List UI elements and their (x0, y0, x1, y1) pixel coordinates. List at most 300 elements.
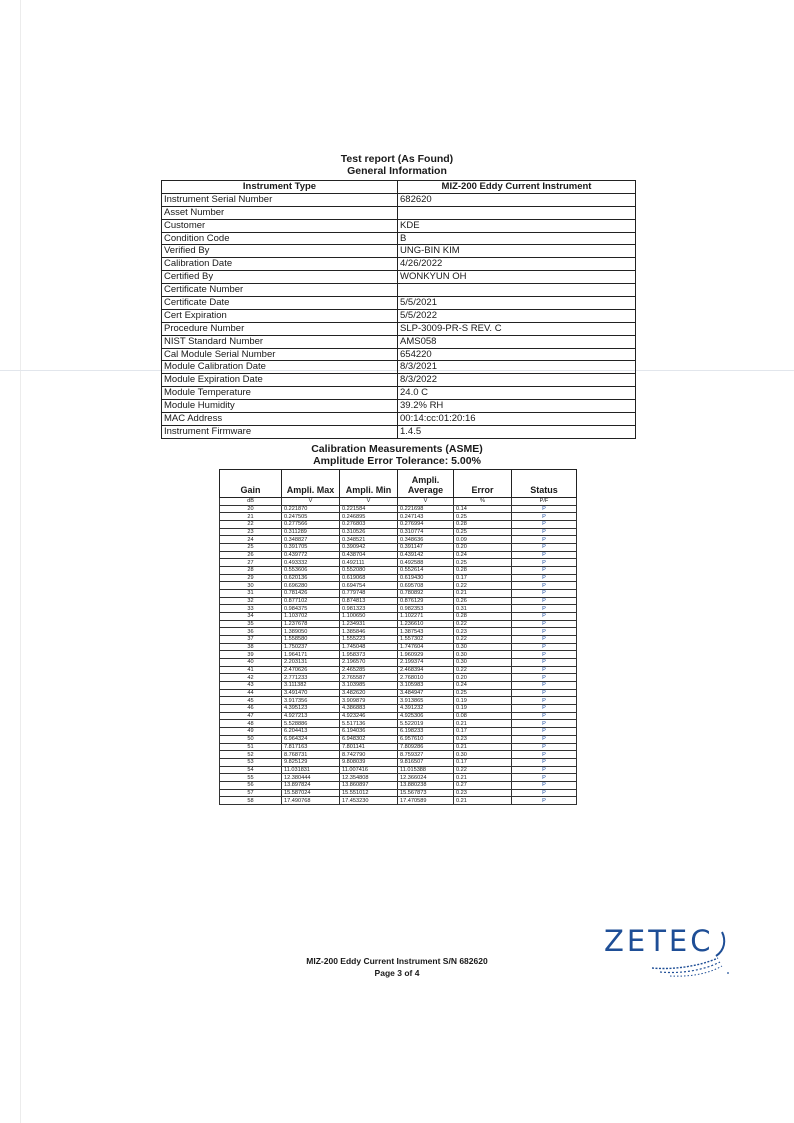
measurement-row (220, 613, 577, 621)
ampli-average-cell: 0.876129 (398, 597, 454, 605)
general-info-row (162, 413, 636, 426)
gain-cell: 43 (220, 682, 282, 690)
ampli-max-cell: 11.031831 (282, 766, 340, 774)
ampli-min-cell: 2.465285 (340, 666, 398, 674)
status-cell: P (512, 728, 577, 736)
general-info-row (162, 258, 636, 271)
gain-cell: 57 (220, 789, 282, 797)
general-info-value: 682620 (398, 193, 636, 206)
error-cell: 0.31 (454, 605, 512, 613)
ampli-average-cell: 0.982353 (398, 605, 454, 613)
general-info-header-value: MIZ-200 Eddy Current Instrument (398, 181, 636, 194)
general-info-label: Instrument Firmware (162, 425, 398, 438)
gain-cell: 33 (220, 605, 282, 613)
general-info-value: AMS058 (398, 335, 636, 348)
general-info-row (162, 361, 636, 374)
general-info-value: 5/5/2022 (398, 309, 636, 322)
ampli-min-cell: 6.948302 (340, 735, 398, 743)
general-info-row (162, 309, 636, 322)
error-cell: 0.17 (454, 574, 512, 582)
ampli-average-cell: 6.957610 (398, 735, 454, 743)
measurement-row (220, 774, 577, 782)
ampli-min-cell: 4.923246 (340, 712, 398, 720)
general-info-label: Module Expiration Date (162, 374, 398, 387)
error-cell: 0.22 (454, 766, 512, 774)
ampli-min-cell: 1.958373 (340, 651, 398, 659)
general-info-row (162, 271, 636, 284)
ampli-min-cell: 2.196570 (340, 659, 398, 667)
ampli-max-cell: 0.311289 (282, 528, 340, 536)
ampli-min-cell: 3.482620 (340, 689, 398, 697)
ampli-average-cell: 4.391232 (398, 705, 454, 713)
footer-page-number: Page 3 of 4 (374, 968, 420, 978)
measurement-row (220, 605, 577, 613)
error-cell: 0.23 (454, 735, 512, 743)
measurement-row (220, 735, 577, 743)
status-cell: P (512, 666, 577, 674)
status-cell: P (512, 643, 577, 651)
ampli-min-cell: 0.619068 (340, 574, 398, 582)
ampli-average-cell: 4.925306 (398, 712, 454, 720)
general-info-label: Procedure Number (162, 322, 398, 335)
general-info-value: 654220 (398, 348, 636, 361)
ampli-min-cell: 1.100650 (340, 613, 398, 621)
general-info-label: Cert Expiration (162, 309, 398, 322)
measurement-row (220, 651, 577, 659)
ampli-max-cell: 0.620136 (282, 574, 340, 582)
ampli-min-cell: 0.874813 (340, 597, 398, 605)
error-cell: 0.25 (454, 689, 512, 697)
ampli-min-cell: 4.386883 (340, 705, 398, 713)
ampli-min-cell: 0.221584 (340, 505, 398, 513)
ampli-min-cell: 0.310526 (340, 528, 398, 536)
ampli-max-cell: 2.771233 (282, 674, 340, 682)
gain-cell: 32 (220, 597, 282, 605)
ampli-max-cell: 6.964324 (282, 735, 340, 743)
error-cell: 0.28 (454, 521, 512, 529)
measurement-row (220, 758, 577, 766)
col-header-gain: Gain (220, 470, 282, 498)
error-cell: 0.30 (454, 651, 512, 659)
gain-cell: 23 (220, 528, 282, 536)
footer-instrument: MIZ-200 Eddy Current Instrument S/N 682620 (306, 956, 488, 966)
status-cell: P (512, 513, 577, 521)
gain-cell: 53 (220, 758, 282, 766)
status-cell: P (512, 735, 577, 743)
status-cell: P (512, 628, 577, 636)
general-info-value: B (398, 232, 636, 245)
gain-cell: 21 (220, 513, 282, 521)
measurement-row (220, 728, 577, 736)
ampli-average-cell: 1.236610 (398, 620, 454, 628)
general-info-value: 8/3/2022 (398, 374, 636, 387)
measurement-row (220, 689, 577, 697)
general-info-label: Instrument Serial Number (162, 193, 398, 206)
ampli-max-cell: 0.247505 (282, 513, 340, 521)
ampli-max-cell: 2.470626 (282, 666, 340, 674)
error-cell: 0.30 (454, 751, 512, 759)
gain-cell: 40 (220, 659, 282, 667)
ampli-max-cell: 17.490768 (282, 797, 340, 805)
ampli-min-cell: 0.438704 (340, 551, 398, 559)
status-cell: P (512, 613, 577, 621)
gain-cell: 47 (220, 712, 282, 720)
general-info-row (162, 245, 636, 258)
gain-cell: 49 (220, 728, 282, 736)
error-cell: 0.21 (454, 797, 512, 805)
unit-error: % (454, 498, 512, 506)
status-cell: P (512, 590, 577, 598)
status-cell: P (512, 743, 577, 751)
ampli-average-cell: 0.552614 (398, 567, 454, 575)
general-info-row (162, 387, 636, 400)
gain-cell: 28 (220, 567, 282, 575)
gain-cell: 20 (220, 505, 282, 513)
ampli-max-cell: 0.391705 (282, 544, 340, 552)
error-cell: 0.09 (454, 536, 512, 544)
error-cell: 0.17 (454, 728, 512, 736)
ampli-min-cell: 0.779748 (340, 590, 398, 598)
ampli-average-cell: 6.198233 (398, 728, 454, 736)
ampli-max-cell: 8.768731 (282, 751, 340, 759)
ampli-min-cell: 0.492111 (340, 559, 398, 567)
measurement-row (220, 697, 577, 705)
ampli-min-cell: 1.385846 (340, 628, 398, 636)
measurement-row (220, 720, 577, 728)
ampli-max-cell: 0.221870 (282, 505, 340, 513)
ampli-average-cell: 1.387543 (398, 628, 454, 636)
measurement-row (220, 766, 577, 774)
ampli-average-cell: 1.557302 (398, 636, 454, 644)
ampli-max-cell: 0.553606 (282, 567, 340, 575)
ampli-min-cell: 6.194036 (340, 728, 398, 736)
ampli-max-cell: 5.528886 (282, 720, 340, 728)
general-info-value: 4/26/2022 (398, 258, 636, 271)
ampli-average-cell: 3.913865 (398, 697, 454, 705)
ampli-max-cell: 0.984375 (282, 605, 340, 613)
status-cell: P (512, 659, 577, 667)
general-info-value: 39.2% RH (398, 400, 636, 413)
ampli-max-cell: 9.825129 (282, 758, 340, 766)
general-info-value: SLP-3009-PR-S REV. C (398, 322, 636, 335)
general-info-value: UNG-BIN KIM (398, 245, 636, 258)
general-info-row (162, 297, 636, 310)
gain-cell: 41 (220, 666, 282, 674)
unit-status: P/F (512, 498, 577, 506)
general-info-row (162, 284, 636, 297)
ampli-max-cell: 1.558580 (282, 636, 340, 644)
ampli-max-cell: 0.696280 (282, 582, 340, 590)
ampli-average-cell: 2.199374 (398, 659, 454, 667)
ampli-min-cell: 9.808039 (340, 758, 398, 766)
general-info-table (161, 180, 636, 439)
gain-cell: 31 (220, 590, 282, 598)
ampli-max-cell: 7.817163 (282, 743, 340, 751)
ampli-max-cell: 1.103702 (282, 613, 340, 621)
measurement-row (220, 712, 577, 720)
ampli-min-cell: 1.745048 (340, 643, 398, 651)
general-info-label: Verified By (162, 245, 398, 258)
gain-cell: 39 (220, 651, 282, 659)
ampli-average-cell: 0.492588 (398, 559, 454, 567)
gain-cell: 24 (220, 536, 282, 544)
ampli-average-cell: 9.816507 (398, 758, 454, 766)
general-info-label: Certificate Number (162, 284, 398, 297)
general-info-value: WONKYUN OH (398, 271, 636, 284)
ampli-max-cell: 12.380444 (282, 774, 340, 782)
measurement-row (220, 620, 577, 628)
error-cell: 0.20 (454, 674, 512, 682)
gain-cell: 45 (220, 697, 282, 705)
error-cell: 0.22 (454, 636, 512, 644)
measurement-row (220, 682, 577, 690)
general-info-label: Condition Code (162, 232, 398, 245)
ampli-max-cell: 3.111382 (282, 682, 340, 690)
general-info-value: 8/3/2021 (398, 361, 636, 374)
general-info-row (162, 206, 636, 219)
ampli-max-cell: 0.493332 (282, 559, 340, 567)
status-cell: P (512, 574, 577, 582)
ampli-min-cell: 0.694754 (340, 582, 398, 590)
ampli-max-cell: 0.439772 (282, 551, 340, 559)
ampli-max-cell: 0.781426 (282, 590, 340, 598)
error-cell: 0.26 (454, 597, 512, 605)
status-cell: P (512, 605, 577, 613)
error-cell: 0.21 (454, 774, 512, 782)
zetec-logo (604, 924, 734, 984)
ampli-min-cell: 17.453230 (340, 797, 398, 805)
general-info-value: KDE (398, 219, 636, 232)
error-cell: 0.14 (454, 505, 512, 513)
ampli-average-cell: 1.747604 (398, 643, 454, 651)
ampli-min-cell: 0.246895 (340, 513, 398, 521)
ampli-max-cell: 1.750237 (282, 643, 340, 651)
error-cell: 0.28 (454, 613, 512, 621)
report-title: Test report (As Found) (340, 153, 454, 165)
gain-cell: 48 (220, 720, 282, 728)
ampli-average-cell: 0.439142 (398, 551, 454, 559)
ampli-average-cell: 0.391147 (398, 544, 454, 552)
measurement-row (220, 659, 577, 667)
general-info-value (398, 206, 636, 219)
error-cell: 0.25 (454, 513, 512, 521)
ampli-max-cell: 4.927213 (282, 712, 340, 720)
gain-cell: 27 (220, 559, 282, 567)
units-row (220, 498, 577, 506)
ampli-min-cell: 3.103985 (340, 682, 398, 690)
gain-cell: 35 (220, 620, 282, 628)
measurement-row (220, 628, 577, 636)
general-info-header-label: Instrument Type (162, 181, 398, 194)
general-info-row (162, 193, 636, 206)
status-cell: P (512, 751, 577, 759)
ampli-max-cell: 13.897824 (282, 781, 340, 789)
ampli-min-cell: 1.234931 (340, 620, 398, 628)
gain-cell: 55 (220, 774, 282, 782)
error-cell: 0.24 (454, 551, 512, 559)
ampli-average-cell: 3.484947 (398, 689, 454, 697)
general-info-label: Customer (162, 219, 398, 232)
gain-cell: 29 (220, 574, 282, 582)
measurement-row (220, 551, 577, 559)
error-cell: 0.23 (454, 628, 512, 636)
measurement-row (220, 789, 577, 797)
ampli-max-cell: 15.587024 (282, 789, 340, 797)
status-cell: P (512, 697, 577, 705)
ampli-max-cell: 2.203131 (282, 659, 340, 667)
report-subtitle: General Information (347, 165, 447, 177)
status-cell: P (512, 781, 577, 789)
unit-ampli-average: V (398, 498, 454, 506)
ampli-min-cell: 1.555223 (340, 636, 398, 644)
col-header-error: Error (454, 470, 512, 498)
measurement-row (220, 674, 577, 682)
error-cell: 0.17 (454, 758, 512, 766)
status-cell: P (512, 528, 577, 536)
ampli-min-cell: 3.909879 (340, 697, 398, 705)
status-cell: P (512, 682, 577, 690)
ampli-min-cell: 15.551012 (340, 789, 398, 797)
ampli-average-cell: 5.522019 (398, 720, 454, 728)
ampli-average-cell: 13.880238 (398, 781, 454, 789)
unit-ampli-min: V (340, 498, 398, 506)
measurement-row (220, 666, 577, 674)
ampli-max-cell: 4.395123 (282, 705, 340, 713)
ampli-min-cell: 7.801141 (340, 743, 398, 751)
measurement-row (220, 513, 577, 521)
gain-cell: 54 (220, 766, 282, 774)
measurement-row (220, 536, 577, 544)
gain-cell: 38 (220, 643, 282, 651)
ampli-min-cell: 0.276803 (340, 521, 398, 529)
status-cell: P (512, 774, 577, 782)
gain-cell: 34 (220, 613, 282, 621)
gain-cell: 37 (220, 636, 282, 644)
general-info-row (162, 425, 636, 438)
general-info-row (162, 232, 636, 245)
status-cell: P (512, 582, 577, 590)
general-info-label: Calibration Date (162, 258, 398, 271)
general-info-label: Certificate Date (162, 297, 398, 310)
col-header-ampli-min: Ampli. Min (340, 470, 398, 498)
error-cell: 0.24 (454, 682, 512, 690)
error-cell: 0.08 (454, 712, 512, 720)
ampli-min-cell: 0.552080 (340, 567, 398, 575)
status-cell: P (512, 559, 577, 567)
gain-cell: 46 (220, 705, 282, 713)
gain-cell: 44 (220, 689, 282, 697)
gain-cell: 56 (220, 781, 282, 789)
measurement-row (220, 643, 577, 651)
logo-wordmark: ZETEC (604, 924, 714, 958)
error-cell: 0.21 (454, 720, 512, 728)
status-cell: P (512, 689, 577, 697)
general-info-row (162, 374, 636, 387)
status-cell: P (512, 797, 577, 805)
unit-ampli-max: V (282, 498, 340, 506)
general-info-value: 00:14:cc:01:20:16 (398, 413, 636, 426)
ampli-min-cell: 0.981323 (340, 605, 398, 613)
ampli-average-cell: 2.768010 (398, 674, 454, 682)
ampli-average-cell: 0.247143 (398, 513, 454, 521)
status-cell: P (512, 766, 577, 774)
measurement-row (220, 797, 577, 805)
col-header-status: Status (512, 470, 577, 498)
ampli-max-cell: 1.237678 (282, 620, 340, 628)
general-info-label: Module Humidity (162, 400, 398, 413)
status-cell: P (512, 505, 577, 513)
error-cell: 0.22 (454, 666, 512, 674)
ampli-min-cell: 13.860897 (340, 781, 398, 789)
measurements-header-row (220, 470, 577, 498)
ampli-average-cell: 0.619430 (398, 574, 454, 582)
general-info-value: 5/5/2021 (398, 297, 636, 310)
status-cell: P (512, 720, 577, 728)
gain-cell: 42 (220, 674, 282, 682)
error-cell: 0.19 (454, 705, 512, 713)
measurement-row (220, 743, 577, 751)
general-info-header-row (162, 181, 636, 194)
ampli-min-cell: 5.517136 (340, 720, 398, 728)
status-cell: P (512, 567, 577, 575)
measurements-table (219, 469, 577, 805)
measurement-row (220, 505, 577, 513)
error-cell: 0.25 (454, 528, 512, 536)
general-info-row (162, 219, 636, 232)
error-cell: 0.19 (454, 697, 512, 705)
ampli-average-cell: 3.105983 (398, 682, 454, 690)
error-cell: 0.30 (454, 659, 512, 667)
ampli-min-cell: 0.390942 (340, 544, 398, 552)
ampli-average-cell: 0.221698 (398, 505, 454, 513)
measurement-row (220, 528, 577, 536)
error-cell: 0.30 (454, 643, 512, 651)
general-info-label: MAC Address (162, 413, 398, 426)
measurement-row (220, 567, 577, 575)
general-info-label: Module Calibration Date (162, 361, 398, 374)
col-header-ampli-average: Ampli. Average (398, 470, 454, 498)
status-cell: P (512, 758, 577, 766)
ampli-average-cell: 7.809286 (398, 743, 454, 751)
error-cell: 0.23 (454, 789, 512, 797)
ampli-average-cell: 12.366024 (398, 774, 454, 782)
status-cell: P (512, 536, 577, 544)
gain-cell: 22 (220, 521, 282, 529)
general-info-label: Certified By (162, 271, 398, 284)
ampli-max-cell: 1.389050 (282, 628, 340, 636)
measurement-row (220, 521, 577, 529)
gain-cell: 51 (220, 743, 282, 751)
gain-cell: 26 (220, 551, 282, 559)
status-cell: P (512, 789, 577, 797)
gain-cell: 52 (220, 751, 282, 759)
status-cell: P (512, 636, 577, 644)
ampli-average-cell: 8.759327 (398, 751, 454, 759)
status-cell: P (512, 712, 577, 720)
ampli-max-cell: 0.277566 (282, 521, 340, 529)
ampli-max-cell: 0.348827 (282, 536, 340, 544)
measurement-row (220, 574, 577, 582)
status-cell: P (512, 597, 577, 605)
status-cell: P (512, 674, 577, 682)
error-cell: 0.21 (454, 590, 512, 598)
general-info-row (162, 335, 636, 348)
measurement-row (220, 544, 577, 552)
general-info-label: Cal Module Serial Number (162, 348, 398, 361)
ampli-min-cell: 12.354808 (340, 774, 398, 782)
error-cell: 0.25 (454, 559, 512, 567)
error-cell: 0.22 (454, 620, 512, 628)
